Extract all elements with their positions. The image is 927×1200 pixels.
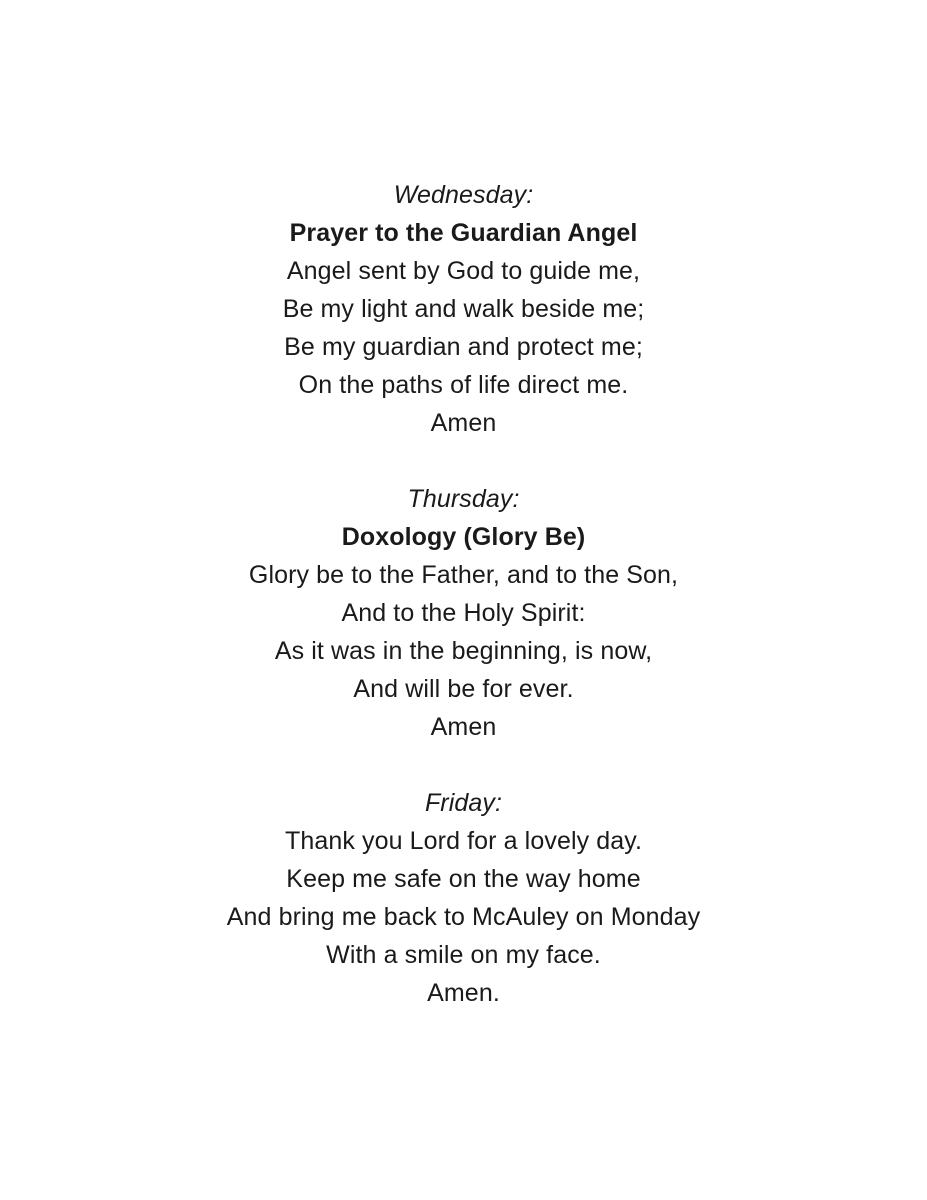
prayer-line: As it was in the beginning, is now, bbox=[274, 637, 653, 665]
prayer-title: Doxology (Glory Be) bbox=[341, 523, 586, 551]
prayer-title: Prayer to the Guardian Angel bbox=[289, 219, 638, 247]
prayer-amen: Amen bbox=[430, 713, 497, 741]
prayer-wednesday bbox=[0, 176, 927, 442]
prayer-line: Glory be to the Father, and to the Son, bbox=[248, 561, 679, 589]
prayer-amen: Amen. bbox=[427, 979, 500, 1007]
prayer-day-label: Friday: bbox=[424, 789, 503, 817]
prayer-thursday bbox=[0, 480, 927, 746]
prayer-line: Keep me safe on the way home bbox=[286, 865, 641, 893]
prayer-amen: Amen bbox=[430, 409, 497, 437]
prayer-line: Thank you Lord for a lovely day. bbox=[284, 827, 643, 855]
prayer-line: With a smile on my face. bbox=[326, 941, 601, 969]
prayer-line: And will be for ever. bbox=[353, 675, 574, 703]
prayer-list bbox=[0, 176, 927, 1012]
prayer-line: Be my light and walk beside me; bbox=[282, 295, 645, 323]
prayer-line: Be my guardian and protect me; bbox=[284, 333, 643, 361]
prayer-friday bbox=[0, 784, 927, 1012]
prayer-line: Angel sent by God to guide me, bbox=[286, 257, 641, 285]
prayer-day-label: Thursday: bbox=[407, 485, 520, 513]
prayer-line: And bring me back to McAuley on Monday bbox=[226, 903, 701, 931]
prayer-line: On the paths of life direct me. bbox=[298, 371, 629, 399]
prayer-day-label: Wednesday: bbox=[393, 181, 534, 209]
prayer-line: And to the Holy Spirit: bbox=[341, 599, 586, 627]
